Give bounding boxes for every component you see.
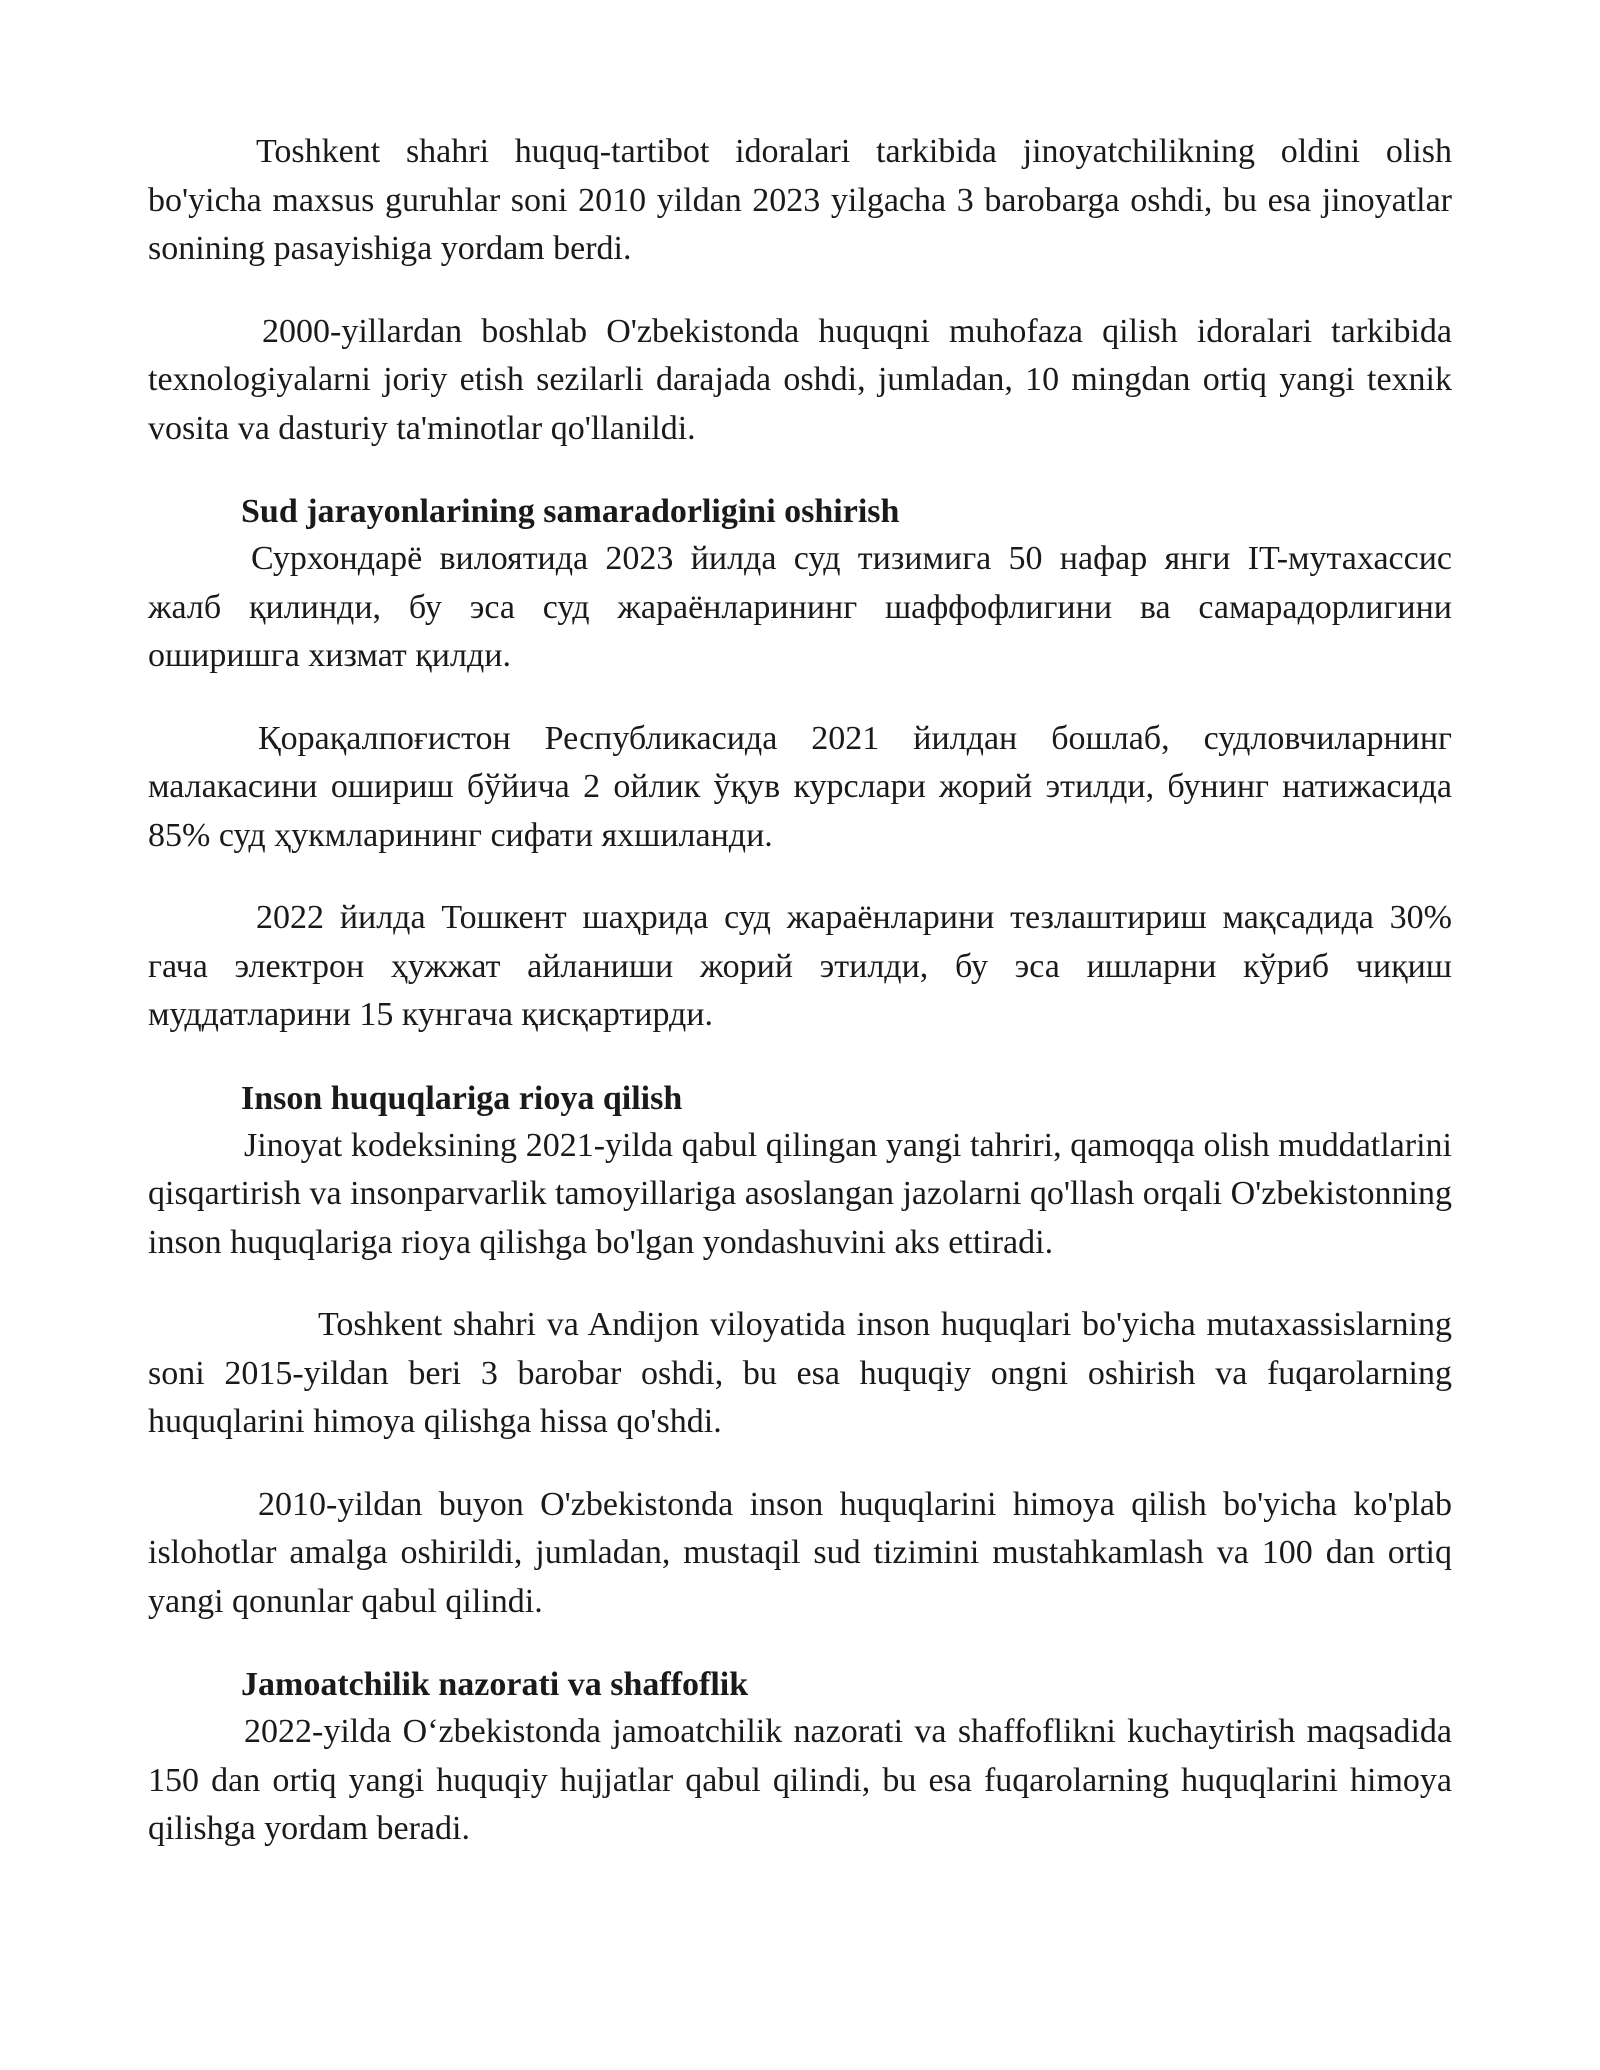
paragraph: 2000-yillardan boshlab O'zbekistonda huquqni muhofaza qilish idoralari tarkibida texnologiyalarni joriy etish sezilarli darajada oshdi, jumladan, 10 mingdan ortiq yangi texnik vosita va dasturiy ta'minotlar qo'llanildi. <box>148 312 1452 447</box>
paragraph: Toshkent shahri va Andijon viloyatida inson huquqlari bo'yicha mutaxassislarning soni 2015-yildan beri 3 barobar oshdi, bu esa huquqiy ongni oshirish va fuqarolarning huquqlarini himoya qilishga hissa qo'shdi. <box>148 1306 1452 1440</box>
section-heading: Jamoatchilik nazorati va shaffoflik <box>241 1666 749 1703</box>
document-body <box>148 128 1452 1854</box>
paragraph: 2010-yildan buyon O'zbekistonda inson huquqlarini himoya qilish bo'yicha ko'plab islohotlar amalga oshirildi, jumladan, mustaqil sud tizimini mustahkamlash va 100 dan ortiq yangi qonunlar qabul qilindi. <box>148 1485 1452 1620</box>
paragraph: 2022 йилда Тошкент шаҳрида суд жараёнларини тезлаштириш мақсадида 30% гача электрон ҳужжат айланиши жорий этилди, бу эса ишларни кўриб чиқиш муддатларини 15 кунгача қисқартирди. <box>148 899 1452 1033</box>
paragraph: 2022-yilda O‘zbekistonda jamoatchilik nazorati va shaffoflikni kuchaytirish maqsadida 150 dan ortiq yangi huquqiy hujjatlar qabul qilindi, bu esa fuqarolarning huquqlarini himoya qilishga yordam beradi. <box>148 1713 1452 1847</box>
section-heading: Inson huquqlariga rioya qilish <box>241 1079 683 1117</box>
paragraph: Jinoyat kodeksining 2021-yilda qabul qilingan yangi tahriri, qamoqqa olish muddatlarini qisqartirish va insonparvarlik tamoyillariga asoslangan jazolarni qo'llash orqali O'zbekistonning inson huquqlariga rioya qilishga bo'lgan yondashuvini aks ettiradi. <box>148 1126 1452 1261</box>
section-heading: Sud jarayonlarining samaradorligini oshirish <box>241 493 900 530</box>
paragraph: Қорақалпоғистон Республикасида 2021 йилдан бошлаб, судловчиларнинг малакасини ошириш бўйича 2 ойлик ўқув курслари жорий этилди, бунинг натижасида 85% суд ҳукмларининг сифати яхшиланди. <box>148 719 1452 854</box>
paragraph: Сурхондарё вилоятида 2023 йилда суд тизимига 50 нафар янги IT-мутахассис жалб қилинди, бу эса суд жараёнларининг шаффофлигини ва самарадорлигини оширишга хизмат қилди. <box>148 540 1452 674</box>
paragraph: Toshkent shahri huquq-tartibot idoralari tarkibida jinoyatchilikning oldini olish bo'yicha maxsus guruhlar soni 2010 yildan 2023 yilgacha 3 barobarga oshdi, bu esa jinoyatlar sonining pasayishiga yordam berdi. <box>148 133 1452 267</box>
